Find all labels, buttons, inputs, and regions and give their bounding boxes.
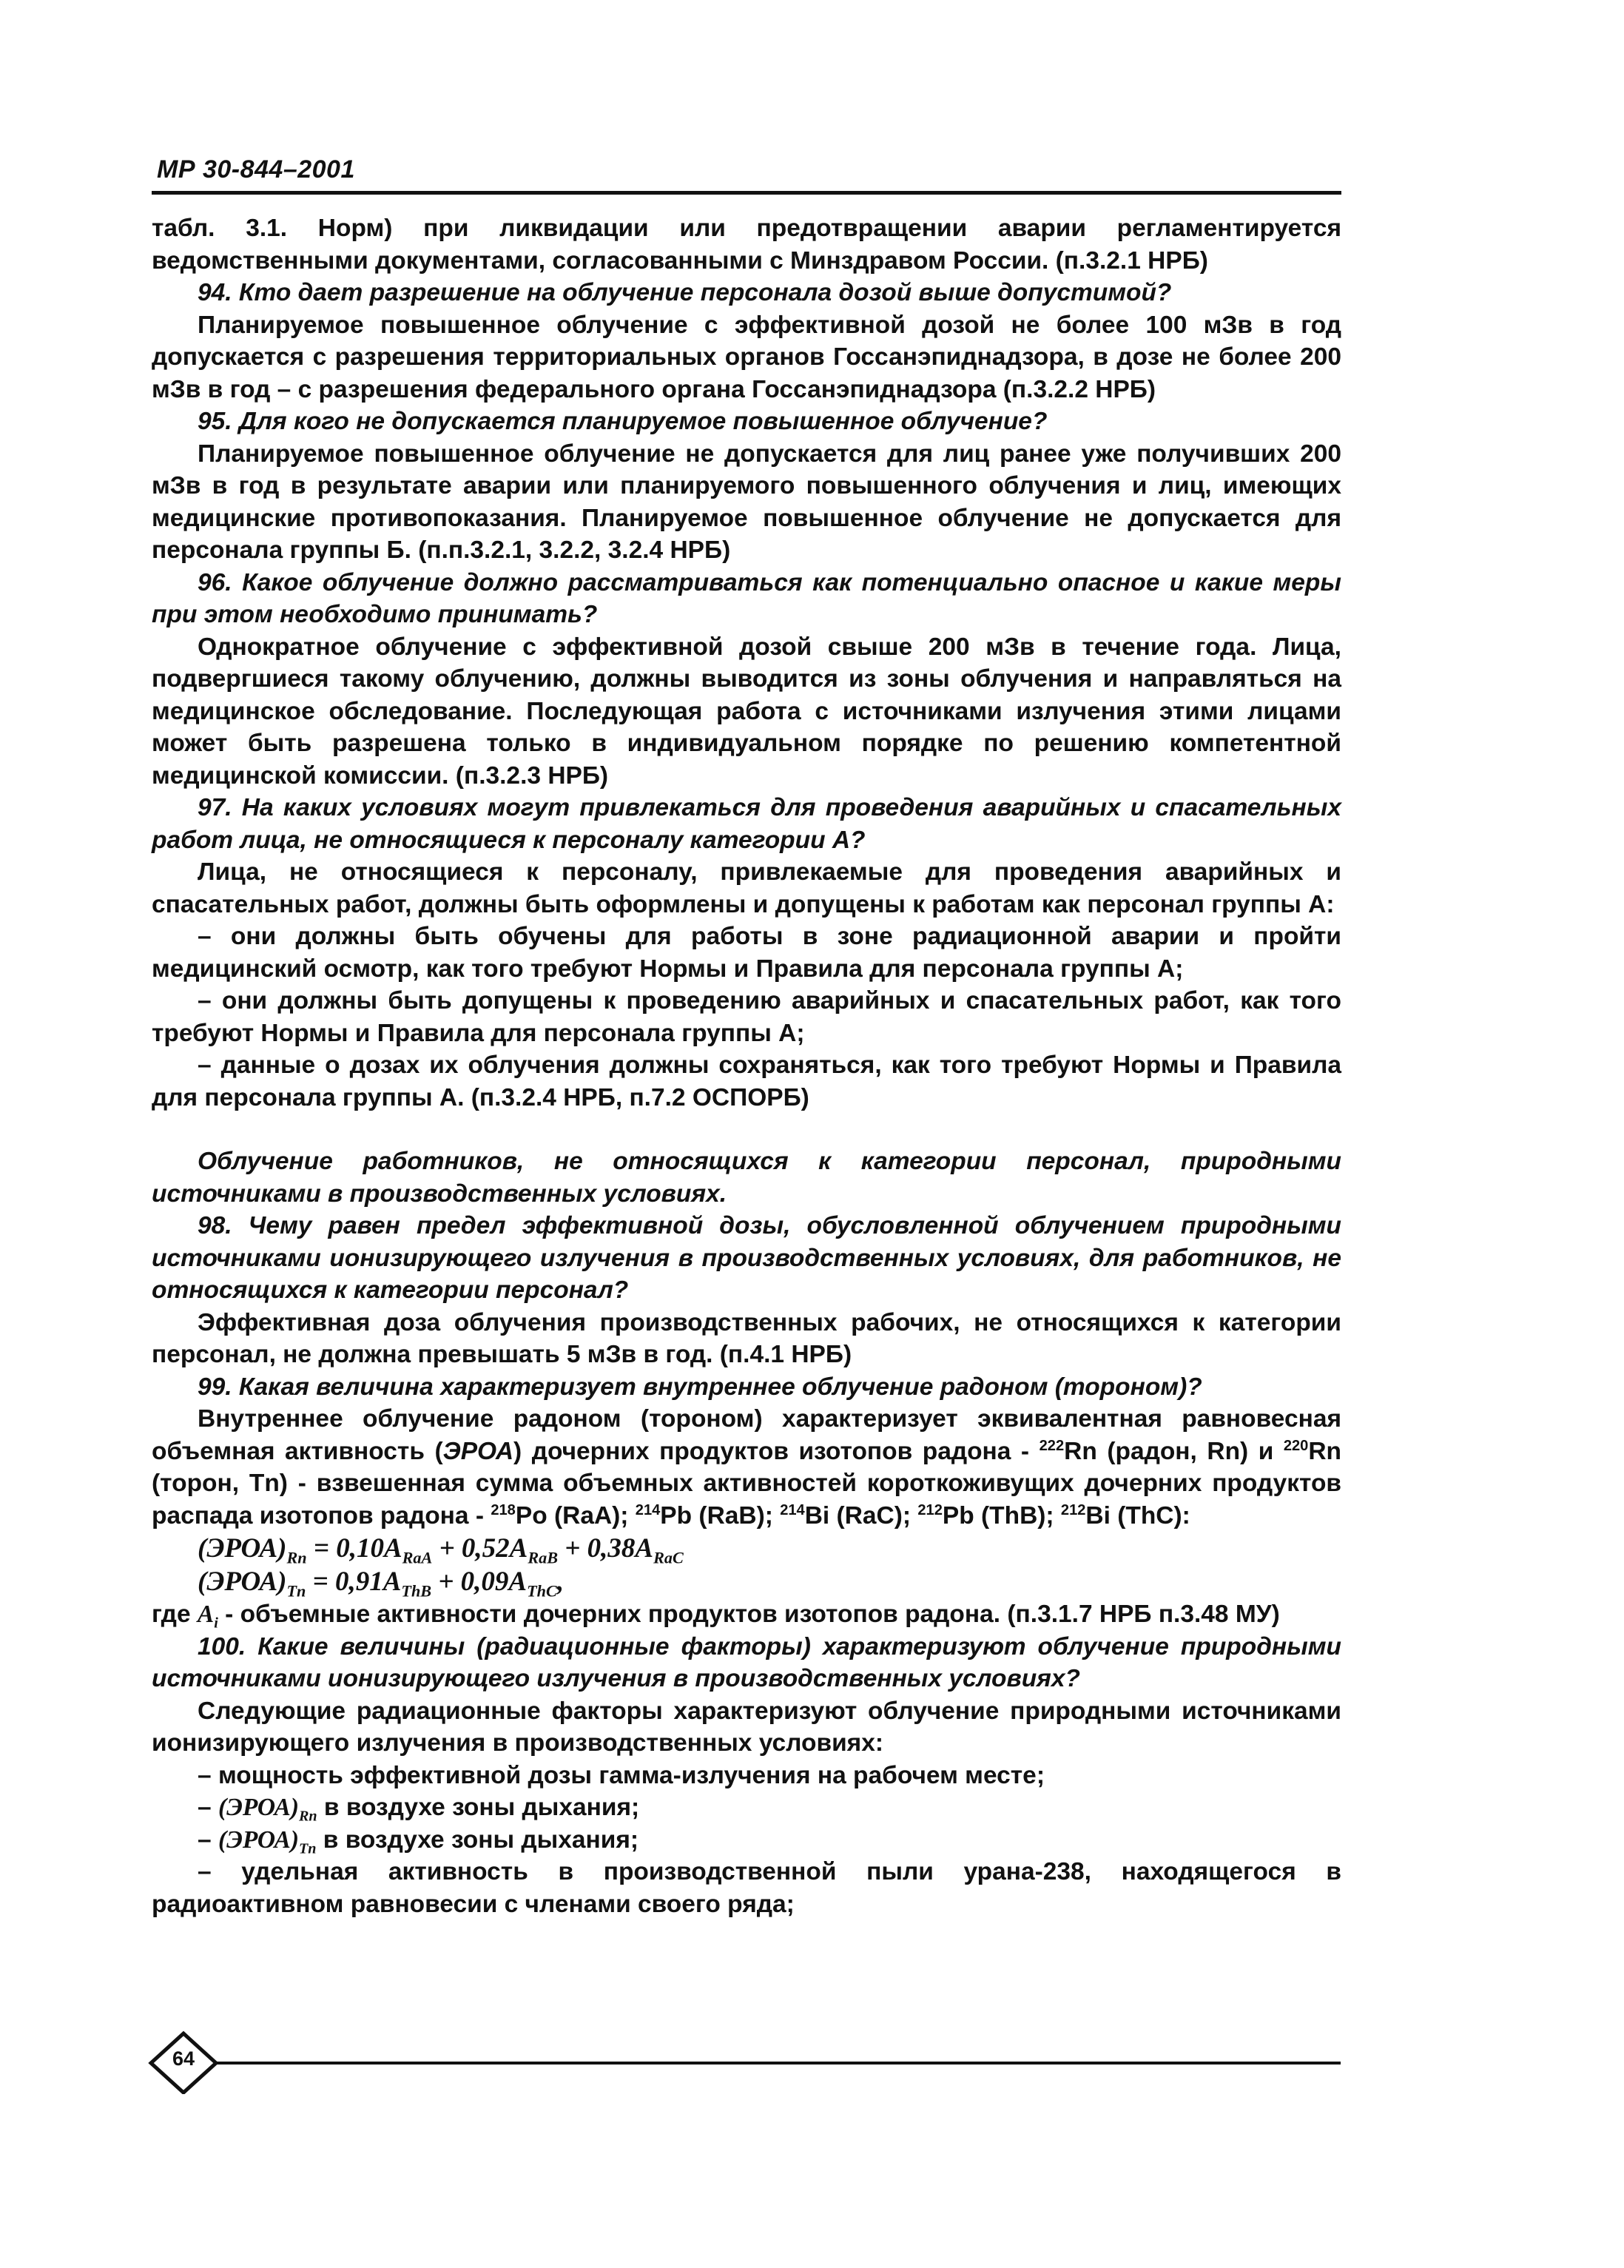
answer-94: Планируемое повышенное облучение с эффективной дозой не более 100 мЗв в год допускается с разрешения территориальных органов Госсанэпиднадзора, в дозе не более 200 мЗв в год – с разрешения федерального органа Госсанэпиднадзора (п.3.2.2 НРБ): [152, 311, 1341, 403]
page-number: 64: [172, 2047, 195, 2070]
list-item: – они должны быть обучены для работы в зоне радиационной аварии и пройти медицинский осмотр, как того требуют Нормы и Правила для персонала группы А;: [152, 923, 1341, 983]
formula-legend: где $A_i$ - объемные активности дочерних продуктов изотопов радона. (п.3.1.7 НРБ п.3.48 МУ): [152, 1601, 1280, 1632]
question-95: 95. Для кого не допускается планируемое повышенное облучение?: [198, 408, 1048, 435]
paragraph: табл. 3.1. Норм) при ликвидации или предотвращении аварии регламентируется ведомственными документами, согласованными с Минздравом России. (п.3.2.1 НРБ): [152, 215, 1341, 275]
question-98: 98. Чему равен предел эффективной дозы, обусловленной облучением природными источниками ионизирующего излучения в производственных условиях, для работников, не относящихся к категории персонал?: [152, 1212, 1341, 1304]
question-99: 99. Какая величина характеризует внутреннее облучение радоном (тороном)?: [198, 1373, 1202, 1401]
answer-96: Однократное облучение с эффективной дозой свыше 200 мЗв в течение года. Лица, подвергшиеся такому облучению, должны выводится из зоны облучения и направляться на медицинское обследование. Последующая работа с источниками излучения этими лицами может быть разрешена только в индивидуальном порядке по решению компетентной медицинской комиссии. (п.3.2.3 НРБ): [152, 633, 1341, 790]
answer-98: Эффективная доза облучения производственных рабочих, не относящихся к категории персонал, не должна превышать 5 мЗв в год. (п.4.1 НРБ): [152, 1308, 1341, 1368]
list-item: – мощность эффективной дозы гамма-излучения на рабочем месте;: [198, 1761, 1045, 1789]
list-item: – они должны быть допущены к проведению аварийных и спасательных работ, как того требуют Нормы и Правила для персонала группы А;: [152, 987, 1341, 1047]
list-item: – удельная активность в производственной пыли урана-238, находящегося в радиоактивном равновесии с членами своего ряда;: [152, 1858, 1341, 1918]
question-97: 97. На каких условиях могут привлекаться для проведения аварийных и спасательных работ лица, не относящиеся к персоналу категории А?: [152, 794, 1341, 854]
question-96: 96. Какое облучение должно рассматриваться как потенциально опасное и какие меры при этом необходимо принимать?: [152, 568, 1341, 628]
answer-97: Лица, не относящиеся к персоналу, привлекаемые для проведения аварийных и спасательных работ, должны быть оформлены и допущены к работам как персонал группы А:: [152, 858, 1341, 918]
formula-rn: $(ЭРОА)_{Rn} = 0,10A_{RaA} + 0,52A_{RaB} + 0,38A_{RaC}$: [198, 1533, 684, 1567]
question-94: 94. Кто дает разрешение на облучение персонала дозой выше допустимой?: [198, 279, 1172, 306]
list-item: – $(ЭРОА)_{Tn}$ в воздухе зоны дыхания;: [198, 1825, 639, 1857]
header-rule: [152, 191, 1341, 195]
answer-100: Следующие радиационные факторы характеризуют облучение природными источниками ионизирующего излучения в производственных условиях:: [152, 1697, 1341, 1757]
page-footer: [148, 2028, 1343, 2094]
answer-99: Внутреннее облучение радоном (тороном) характеризует эквивалентная равновесная объемная активность (ЭРОА) дочерних продуктов изотопов радона - $^{222}$Rn (радон, Rn) и $^{220}$Rn (торон, Tn) - взвешенная сумма объемных активностей короткоживущих дочерних продуктов распада изотопов радона - $^{218}$Po (RaA); $^{214}$Pb (RaB); $^{214}$Bi (RaC); $^{212}$Pb (ThB); $^{212}$Bi (ThC):: [152, 1405, 1342, 1530]
page-number-diamond-icon: [148, 2028, 1343, 2094]
answer-95: Планируемое повышенное облучение не допускается для лиц ранее уже получивших 200 мЗв в год в результате аварии или планируемого повышенного облучения и лиц, имеющих медицинские противопоказания. Планируемое повышенное облучение не допускается для персонала группы Б. (п.п.3.2.1, 3.2.2, 3.2.4 НРБ): [152, 440, 1341, 564]
list-item: – данные о дозах их облучения должны сохраняться, как того требуют Нормы и Правила для персонала группы А. (п.3.2.4 НРБ, п.7.2 ОСПОРБ): [152, 1051, 1341, 1111]
formula-tn: $(ЭРОА)_{Tn} = 0,91A_{ThB} + 0,09A_{ThC}$,: [198, 1567, 565, 1601]
question-100: 100. Какие величины (радиационные факторы) характеризуют облучение природными источниками ионизирующего излучения в производственных условиях?: [152, 1632, 1341, 1692]
document-code: МР 30-844–2001: [157, 155, 355, 184]
section-heading: Облучение работников, не относящихся к категории персонал, природными источниками в производственных условиях.: [152, 1148, 1341, 1208]
page-content: [152, 212, 1341, 1920]
list-item: – $(ЭРОА)_{Rn}$ в воздухе зоны дыхания;: [198, 1794, 640, 1825]
